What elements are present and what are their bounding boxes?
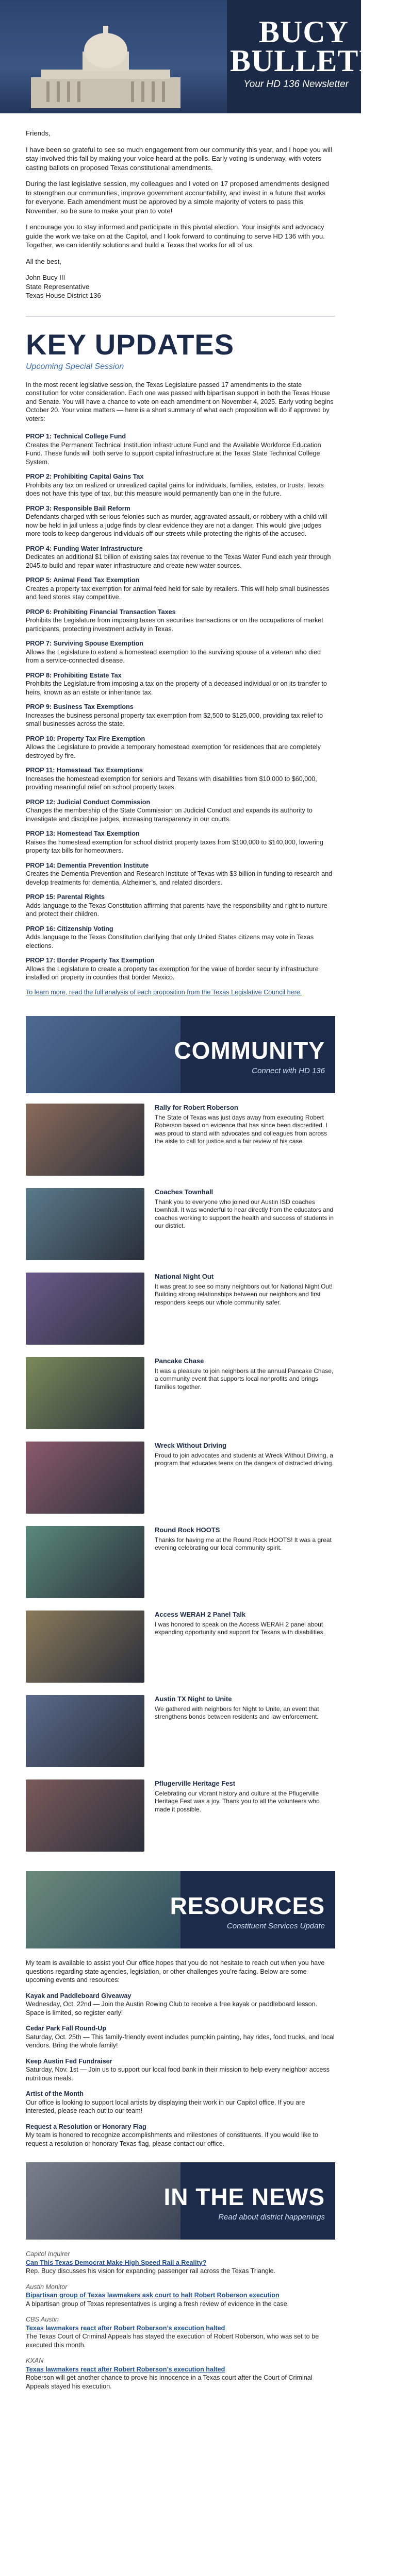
capitol-illustration [21,21,191,108]
proposition-text: Adds language to the Texas Constitution clarifying that only United States citizens may vote in Texas elections. [26,934,314,950]
proposition-item [26,925,335,951]
community-item-title: Access WERAH 2 Panel Talk [155,1611,246,1618]
proposition-text: Allows the Legislature to provide a temporary homestead exemption for residences that are completely destroyed by fire. [26,743,321,759]
community-photo [26,1188,144,1260]
news-list [0,2250,361,2391]
intro-paragraph: During the last legislative session, my colleagues and I voted on 17 proposed amendments designed to strengthen our communities, improve government accountability, and invest in a future that works for everyone. Each amendment must be approved by a simple majority of voters to pass this November, so be sure to make your plan to vote! [26,180,329,215]
proposition-item [26,956,335,982]
resources-subtitle: Constituent Services Update [226,1922,325,1930]
community-item [26,1188,335,1265]
proposition-item [26,671,335,697]
proposition-title: PROP 4: Funding Water Infrastructure [26,545,143,552]
community-photo [26,1442,144,1514]
news-source: Austin Monitor [26,2283,68,2291]
community-text [155,1357,335,1391]
proposition-title: PROP 7: Surviving Spouse Exemption [26,640,143,647]
news-subtitle: Read about district happenings [218,2213,325,2222]
newsletter-brand [230,15,394,91]
proposition-item [26,893,335,919]
community-banner-photo [26,1016,180,1093]
community-photo [26,1526,144,1598]
news-summary: A bipartisan group of Texas representatives is urging a fresh review of evidence in the case. [26,2300,289,2308]
resource-item [26,2024,335,2050]
news-headline-link[interactable]: Texas lawmakers react after Robert Roberson’s execution halted [26,2324,225,2332]
news-item [26,2315,335,2349]
news-source: CBS Austin [26,2316,59,2323]
closing-line: All the best, [26,257,61,265]
community-item-title: National Night Out [155,1273,214,1280]
news-summary: Rep. Bucy discusses his vision for expanding passenger rail across the Texas Triangle. [26,2267,276,2275]
community-item-title: Wreck Without Driving [155,1442,227,1449]
proposition-item [26,504,335,538]
community-item-text: I was honored to speak on the Access WERAH 2 panel about expanding opportunity and support for Texans with disabilities. [155,1620,325,1636]
resource-item [26,2057,335,2083]
signature-name: John Bucy III [26,274,65,281]
news-banner [26,2162,335,2240]
proposition-title: PROP 8: Prohibiting Estate Tax [26,671,122,679]
proposition-item [26,472,335,498]
news-headline-link[interactable]: Can This Texas Democrat Make High Speed Rail a Reality? [26,2259,207,2266]
proposition-title: PROP 5: Animal Feed Tax Exemption [26,577,140,584]
proposition-text: Defendants charged with serious felonies such as murder, aggravated assault, or robbery with a child will now be held in jail unless a judge finds by clear evidence they are not a danger. This would give judges more tools to keep dangerous individuals off our streets while protecting the rights of the accused. [26,513,327,537]
community-item [26,1357,335,1434]
proposition-title: PROP 9: Business Tax Exemptions [26,703,134,710]
community-text [155,1526,335,1552]
community-item-text: Celebrating our vibrant history and culture at the Pflugerville Heritage Fest was a joy. Thank you to all the volunteers who made it possible. [155,1789,320,1813]
community-item-title: Rally for Robert Roberson [155,1104,238,1111]
proposition-title: PROP 17: Border Property Tax Exemption [26,957,155,964]
resource-item [26,2123,335,2148]
resource-text: My team is honored to recognize accomplishments and milestones of constituents. If you would like to request a resolution or honorary Texas flag, please contact our office. [26,2131,319,2147]
updates-closing[interactable]: To learn more, read the full analysis of each proposition from the Texas Legislative Council here. [26,988,302,996]
proposition-title: PROP 1: Technical College Fund [26,433,126,440]
community-title: COMMUNITY [174,1037,325,1064]
proposition-item [26,703,335,728]
news-title: IN THE NEWS [163,2183,325,2210]
proposition-item [26,861,335,887]
resource-title: Request a Resolution or Honorary Flag [26,2123,146,2130]
community-item-title: Pancake Chase [155,1357,204,1365]
news-item [26,2283,335,2309]
community-item [26,1695,335,1772]
community-item [26,1104,335,1181]
community-list [0,1104,361,1857]
community-item-text: The State of Texas was just days away from executing Robert Roberson based on evidence that has since been discredited. I was proud to stand with advocates and colleagues from across the aisle to call for justice and a fair review of his case. [155,1113,327,1145]
proposition-item [26,639,335,665]
proposition-title: PROP 3: Responsible Bail Reform [26,504,130,512]
proposition-title: PROP 16: Citizenship Voting [26,925,113,933]
resources-list [0,1992,361,2148]
resource-item [26,1992,335,2018]
community-item-text: It was a pleasure to join neighbors at the annual Pancake Chase, a community event that supports local nonprofits and brings families together. [155,1367,334,1391]
community-photo [26,1695,144,1767]
proposition-item [26,545,335,570]
community-item-text: Thank you to everyone who joined our Austin ISD coaches townhall. It was wonderful to hear directly from the educators and coaches working to support the health and success of students in our district. [155,1198,334,1229]
updates-subtitle: Upcoming Special Session [26,362,124,371]
resource-title: Kayak and Paddleboard Giveaway [26,1992,132,1999]
proposition-item [26,798,335,824]
community-photo [26,1104,144,1176]
community-item-text: We gathered with neighbors for Night to Unite, an event that strengthens bonds between residents and law enforcement. [155,1705,319,1720]
proposition-text: Raises the homestead exemption for school district property taxes from $100,000 to $140,000, lowering property tax bills for homeowners. [26,838,323,854]
community-photo [26,1611,144,1683]
news-headline-link[interactable]: Texas lawmakers react after Robert Roberson’s execution halted [26,2365,225,2373]
news-source: KXAN [26,2357,44,2364]
community-item-text: It was great to see so many neighbors out for National Night Out! Building strong relationships between our neighbors and first responders keeps our whole community safer. [155,1282,333,1306]
community-item [26,1273,335,1350]
news-summary: Roberson will get another chance to prove his innocence in a Texas court after the Court of Criminal Appeals stayed his execution. [26,2374,313,2390]
proposition-title: PROP 12: Judicial Conduct Commission [26,798,151,806]
intro-paragraph: I have been so grateful to see so much engagement from our community this year, and I hope you will stay involved this fall by making your voice heard at the polls. Early voting is underway, with voters casting ballots on proposed Texas constitutional amendments. [26,145,332,172]
proposition-item [26,829,335,855]
community-item-title: Austin TX Night to Unite [155,1695,232,1703]
community-item-text: Proud to join advocates and students at Wreck Without Driving, a program that educates teens on the dangers of distracted driving. [155,1451,334,1467]
community-item [26,1611,335,1688]
signature-role: State Representative [26,282,90,291]
hero-banner [0,0,394,113]
proposition-text: Prohibits the Legislature from imposing a tax on the property of a deceased individual or on its transfer to heirs, known as an estate or inheritance tax. [26,680,327,696]
resource-item [26,2090,335,2115]
resources-title: RESOURCES [170,1892,325,1919]
community-subtitle: Connect with HD 136 [252,1066,325,1075]
community-item-title: Pflugerville Heritage Fest [155,1780,236,1787]
community-text [155,1611,335,1637]
community-item-title: Round Rock HOOTS [155,1526,220,1534]
resource-title: Keep Austin Fed Fundraiser [26,2057,112,2065]
resource-title: Cedar Park Fall Round-Up [26,2025,107,2032]
intro-section [0,113,361,300]
proposition-text: Creates the Permanent Technical Institution Infrastructure Fund and the Available Workforce Education Fund. These funds will both serve to support capital infrastructure at the Texas State Technical College System. [26,441,321,466]
resource-text: Our office is looking to support local artists by displaying their work in our Capitol office. If you are interested, please reach out to our team! [26,2098,305,2114]
community-item [26,1526,335,1603]
proposition-text: Adds language to the Texas Constitution affirming that parents have the responsibility and right to nurture and protect their children. [26,902,327,918]
proposition-item [26,608,335,634]
proposition-title: PROP 13: Homestead Tax Exemption [26,830,140,837]
proposition-item [26,766,335,792]
community-photo [26,1780,144,1852]
community-item [26,1780,335,1857]
news-source: Capitol Inquirer [26,2250,70,2258]
newsletter-subtitle: Your HD 136 Newsletter [243,79,349,90]
proposition-title: PROP 11: Homestead Tax Exemptions [26,767,143,774]
news-banner-photo [26,2162,180,2240]
community-text [155,1104,335,1146]
proposition-text: Creates the Dementia Prevention and Research Institute of Texas with $3 billion in funding to research and develop treatments for dementia, Alzheimer’s, and related disorders. [26,870,333,886]
intro-paragraph: I encourage you to stay informed and participate in this pivotal election. Your insights and advocacy guide the work we take on at the Capitol, and I look forward to continuing to serve HD 136 with you. Together, we can identify solutions and build a Texas that works for all of us. [26,223,325,249]
proposition-item [26,432,335,466]
resource-text: Saturday, Nov. 1st — Join us to support our local food bank in their mission to help every neighbor access nutritious meals. [26,2066,330,2082]
news-item [26,2357,335,2391]
resources-banner-photo [26,1871,180,1948]
proposition-title: PROP 6: Prohibiting Financial Transaction Taxes [26,608,176,616]
community-item-title: Coaches Townhall [155,1188,214,1196]
community-photo [26,1273,144,1345]
signature-district: Texas House District 136 [26,292,101,299]
proposition-text: Increases the business personal property tax exemption from $2,500 to $125,000, providing tax relief to small businesses across the state. [26,711,323,727]
proposition-title: PROP 2: Prohibiting Capital Gains Tax [26,473,144,480]
community-item-text: Thanks for having me at the Round Rock HOOTS! It was a great evening celebrating our local community spirit. [155,1536,332,1551]
propositions-list [0,432,361,982]
resource-text: Wednesday, Oct. 22nd — Join the Austin Rowing Club to receive a free kayak or paddleboard lesson. Space is limited, so register early! [26,2001,318,2016]
resources-intro: My team is available to assist you! Our office hopes that you do not hesitate to reach out when you have questions regarding state agencies, legislation, or other challenges you’re facing. Below are some upcoming events and resources: [26,1959,325,1984]
community-text [155,1780,335,1814]
proposition-text: Dedicates an additional $1 billion of existing sales tax revenue to the Texas Water Fund each year through 2045 to build and repair water infrastructure and create new water sources. [26,553,331,569]
community-text [155,1273,335,1307]
proposition-title: PROP 15: Parental Rights [26,893,105,901]
resource-text: Saturday, Oct. 25th — This family-friendly event includes pumpkin painting, hay rides, food trucks, and local vendors. Bring the whole family! [26,2033,335,2049]
updates-lead: In the most recent legislative session, the Texas Legislature passed 17 amendments to the state constitution for voter consideration. Each one was passed with bipartisan support in both the Texas House and Senate. You will have a chance to vote on each amendment on November 4, 2025. Early voting begins October 20. Your voice matters — here is a short summary of what each proposition will do if approved by voters: [26,381,334,422]
community-text [155,1442,335,1468]
community-text [155,1188,335,1230]
proposition-text: Allows the Legislature to create a property tax exemption for the value of border security infrastructure installed on property in counties that border Mexico. [26,965,319,981]
proposition-text: Allows the Legislature to extend a homestead exemption to the surviving spouse of a veteran who died from a service-connected disease. [26,648,321,664]
community-banner [26,1016,335,1093]
newsletter-title: BUCY BULLETIN [230,15,394,78]
proposition-text: Prohibits the Legislature from imposing taxes on securities transactions or on the occupations of market participants, protecting investment activity in Texas. [26,617,323,633]
signature-block [26,273,335,300]
proposition-text: Increases the homestead exemption for seniors and Texans with disabilities from $10,000 to $60,000, providing meaningful relief on school property taxes. [26,775,317,791]
proposition-text: Prohibits any tax on realized or unrealized capital gains for individuals, families, estates, or trusts. Texas does not have this type of tax, but this measure would permanently ban one in the future. [26,481,324,497]
community-item [26,1442,335,1519]
updates-title: KEY UPDATES [26,328,235,361]
proposition-title: PROP 14: Dementia Prevention Institute [26,861,149,869]
resources-banner [26,1871,335,1948]
proposition-text: Creates a property tax exemption for animal feed held for sale by retailers. This will help small businesses and feed stores stay competitive. [26,585,330,601]
proposition-title: PROP 10: Property Tax Fire Exemption [26,735,145,742]
resource-title: Artist of the Month [26,2090,84,2097]
community-text [155,1695,335,1721]
news-summary: The Texas Court of Criminal Appeals has stayed the execution of Robert Roberson, who was set to be executed this month. [26,2333,319,2349]
news-headline-link[interactable]: Bipartisan group of Texas lawmakers ask court to halt Robert Roberson execution [26,2292,280,2299]
proposition-item [26,735,335,760]
greeting: Friends, [26,129,51,137]
proposition-text: Changes the membership of the State Commission on Judicial Conduct and expands its authority to investigate and discipline judges, increasing transparency in our courts. [26,807,313,823]
news-item [26,2250,335,2276]
proposition-item [26,576,335,602]
updates-header [0,329,361,371]
community-photo [26,1357,144,1429]
